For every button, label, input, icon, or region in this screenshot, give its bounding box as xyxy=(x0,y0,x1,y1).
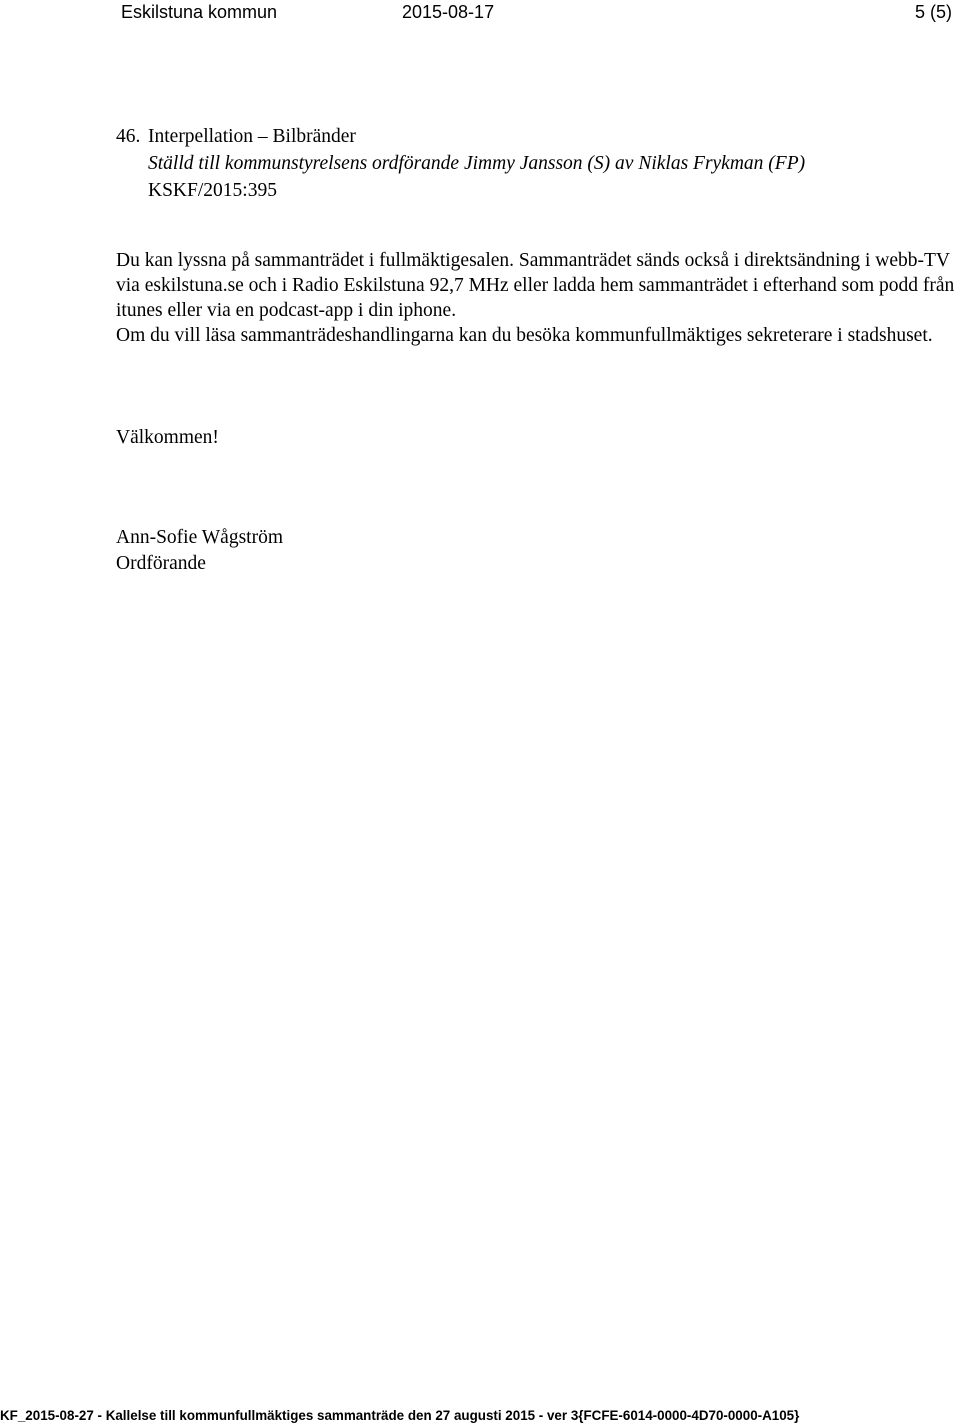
agenda-item-number: 46. xyxy=(116,126,141,147)
agenda-item-heading xyxy=(116,123,956,150)
welcome-text: Välkommen! xyxy=(116,427,219,448)
agenda-item-title: Interpellation – Bilbränder xyxy=(148,126,356,147)
agenda-item-subtitle: Ställd till kommunstyrelsens ordförande Jimmy Jansson (S) av Niklas Frykman (FP) xyxy=(148,153,806,174)
agenda-item xyxy=(116,123,956,204)
page-footer: KF_2015-08-27 - Kallelse till kommunfullmäktiges sammanträde den 27 augusti 2015 - ver 3{FCFE-6014-0000-4D70-0000-A105} xyxy=(0,1408,800,1423)
body-paragraph-listen: Du kan lyssna på sammanträdet i fullmäktigesalen. Sammanträdet sänds också i direktsändning i webb-TV via eskilstuna.se och i Radio Eskilstuna 92,7 MHz eller ladda hem sammanträdet i efterhand som podd från itunes eller via en podcast-app i din iphone. xyxy=(116,250,955,321)
header-date: 2015-08-17 xyxy=(402,2,495,22)
header-page-indicator: 5 (5) xyxy=(914,2,952,22)
agenda-item-reference: KSKF/2015:395 xyxy=(148,180,277,201)
body-paragraph-documents: Om du vill läsa sammanträdeshandlingarna kan du besöka kommunfullmäktiges sekreterare i stadshuset. xyxy=(116,325,933,346)
header-organization: Eskilstuna kommun xyxy=(121,2,278,22)
signature-block xyxy=(116,525,283,577)
page-header xyxy=(0,0,960,24)
signatory-name: Ann-Sofie Wågström xyxy=(116,527,283,548)
signatory-role: Ordförande xyxy=(116,553,206,574)
body-text xyxy=(116,248,960,348)
